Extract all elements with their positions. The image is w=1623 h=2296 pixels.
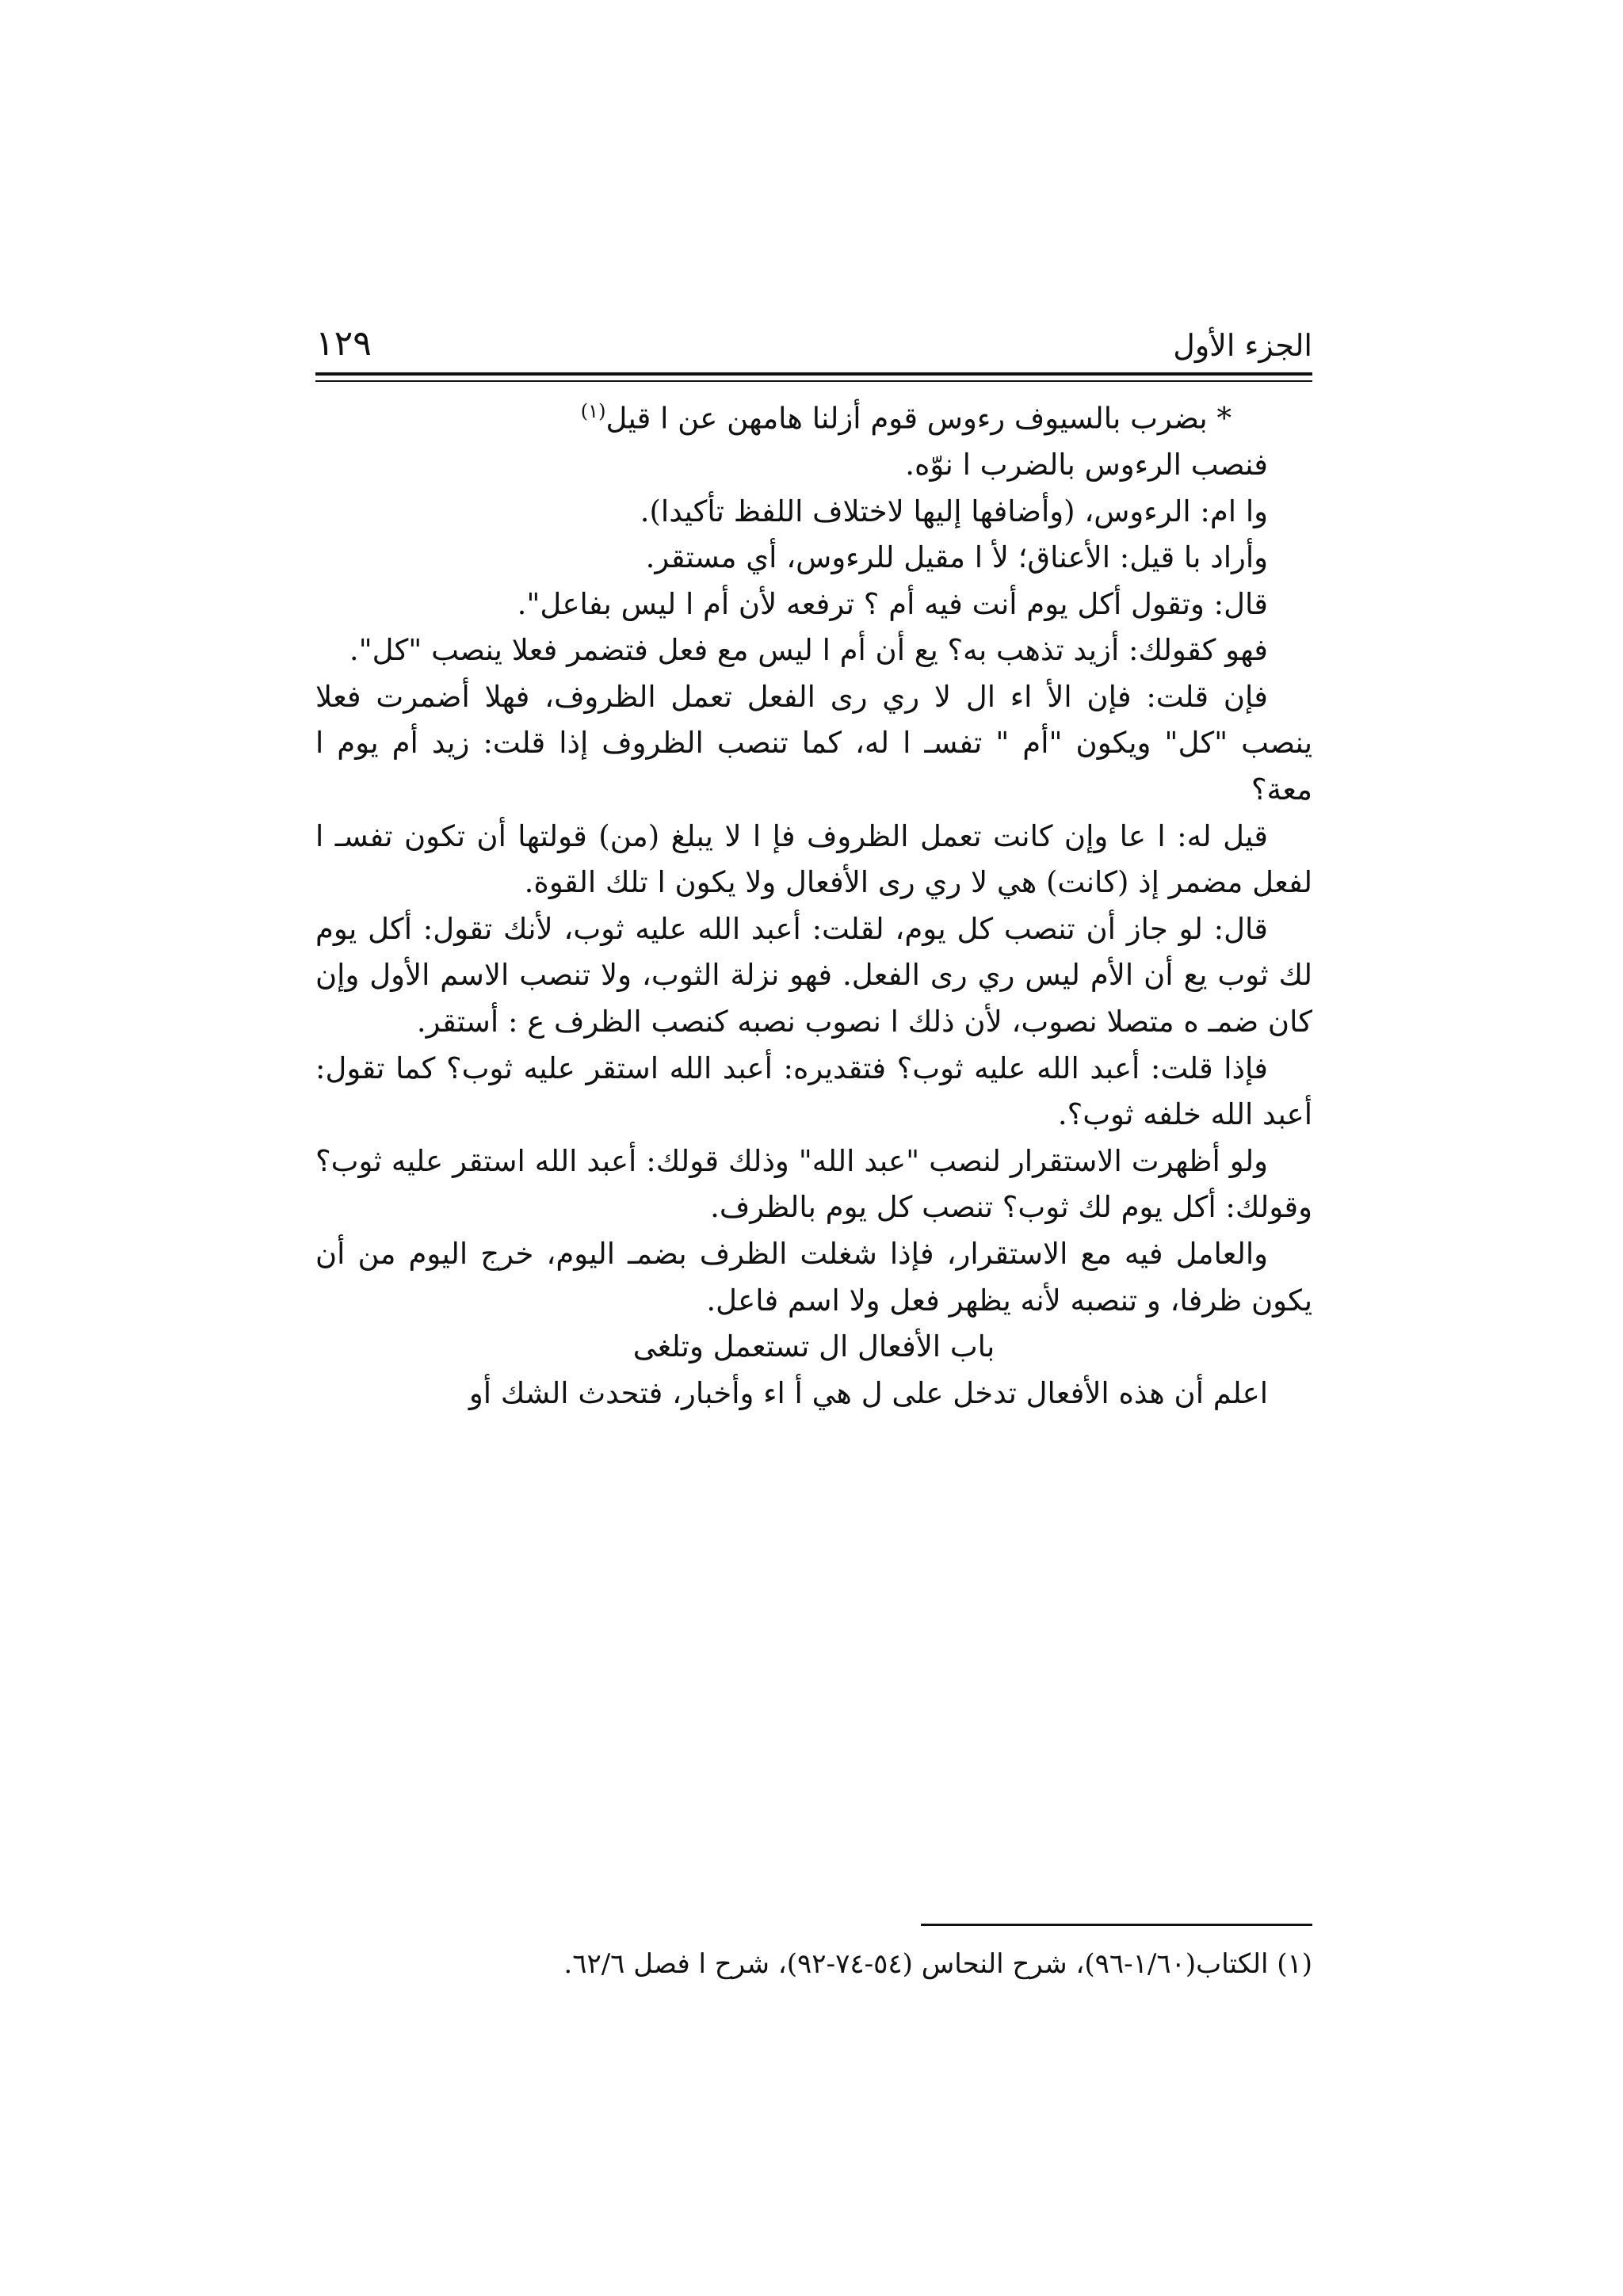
- footnote-rule: [921, 1924, 1312, 1926]
- paragraph: والعامل فيه مع الاستقرار، فإذا شغلت الظرف بضمـ اليوم، خرج اليوم من أن يكون ظرفا، و تنصبه لأنه يظهر فعل ولا اسم فاعل.: [315, 1237, 1312, 1318]
- footnote-marker: (١): [580, 400, 606, 422]
- verse-text: * بضرب بالسيوف رءوس قوم أزلنا هامهن عن ا قيل: [605, 401, 1232, 436]
- paragraph: فإن قلت: فإن الأ اء ال لا ري رى الفعل تعمل الظروف، فهلا أضمرت فعلا ينصب "كل" ويكون "أم " تفسـ ا له، كما تنصب الظروف إذا قلت: زيد أم يوم ا معة؟: [315, 679, 1312, 807]
- main-text: [315, 388, 1312, 1417]
- paragraph: فهو كقولك: أزيد تذهب به؟ يع أن أم ا ليس مع فعل فتضمر فعلا ينصب "كل".: [349, 633, 1268, 668]
- paragraph: فنصب الرءوس بالضرب ا نوّه.: [905, 447, 1268, 482]
- section-heading: باب الأفعال ال تستعمل وتلغى: [632, 1329, 995, 1364]
- paragraph: وا ام: الرءوس، (وأضافها إليها لاختلاف اللفظ تأكيدا).: [640, 494, 1268, 528]
- running-title: الجزء الأول: [1173, 328, 1312, 363]
- paragraph: اعلم أن هذه الأفعال تدخل على ل هي أ اء وأخبار، فتحدث الشك أو: [468, 1375, 1268, 1410]
- paragraph: قال: لو جاز أن تنصب كل يوم، لقلت: أعبد الله عليه ثوب، لأنك تقول: أكل يوم لك ثوب يع أن الأم ليس ري رى الفعل. فهو نزلة الثوب، ولا تنصب الاسم الأول وإن كان ضمـ ه متصلا نصوب، لأن ذلك ا نصوب نصبه كنصب الظرف ع : أستقر.: [315, 911, 1312, 1039]
- footnote: (١) الكتاب(١/٦٠-٩٦)، شرح النحاس (٥٤-٧٤-٩٢)، شرح ا فصل ٦٢/٦.: [563, 1948, 1312, 1980]
- header-rule-thick: [315, 372, 1312, 376]
- paragraph: وأراد با قيل: الأعناق؛ لأ ا مقيل للرءوس، أي مستقر.: [645, 540, 1268, 575]
- page-header: [315, 323, 1312, 369]
- paragraph: ولو أظهرت الاستقرار لنصب "عبد الله" وذلك قولك: أعبد الله استقر عليه ثوب؟ وقولك: أكل يوم لك ثوب؟ تنصب كل يوم بالظرف.: [315, 1143, 1312, 1225]
- paragraph: فإذا قلت: أعبد الله عليه ثوب؟ فتقديره: أعبد الله استقر عليه ثوب؟ كما تقول: أعبد الله خلفه ثوب؟.: [315, 1051, 1312, 1132]
- paragraph: قيل له: ا عا وإن كانت تعمل الظروف فإ ا لا يبلغ (من) قولتها أن تكون تفسـ ا لفعل مضمر إذ (كانت) هي لا ري رى الأفعال ولا يكون ا تلك القوة.: [315, 818, 1312, 900]
- header-rule-thin: [315, 380, 1312, 382]
- verse-line: [315, 388, 1312, 442]
- page-number: ١٢٩: [315, 323, 372, 364]
- paragraph: قال: وتقول أكل يوم أنت فيه أم ؟ ترفعه لأن أم ا ليس بفاعل".: [517, 586, 1268, 621]
